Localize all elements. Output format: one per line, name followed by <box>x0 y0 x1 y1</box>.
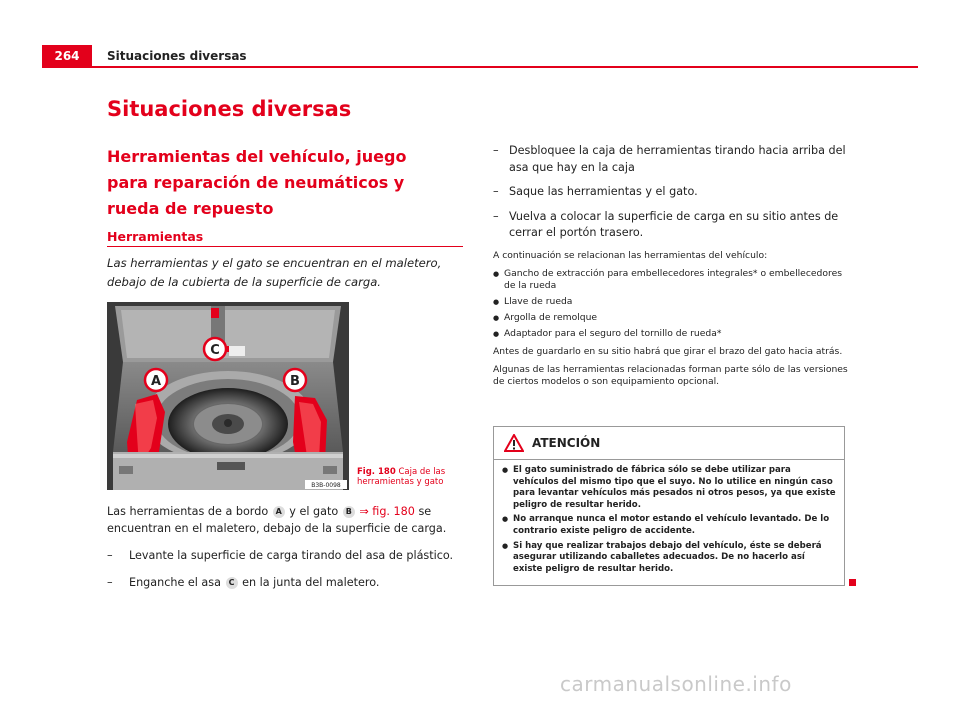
left-body <box>107 503 467 591</box>
list-item: ● Llave de rueda <box>493 296 855 308</box>
figure-reference-link[interactable]: ⇒ fig. 180 <box>359 505 415 518</box>
page-number: 264 <box>42 45 92 67</box>
text-run: se encuentran en el maletero, debajo de la superficie de carga. <box>107 505 447 535</box>
step-item: – Desbloquee la caja de herramientas tirando hacia arriba del asa que hay en la caja <box>493 143 855 176</box>
badge-b: B <box>343 506 355 518</box>
warning-item: ● El gato suministrado de fábrica sólo se debe utilizar para vehículos del mismo tipo que el suyo. No lo utilice en ningún caso para levantar vehículos más pesados ni otros pesos, ya que existe peligro de resultar herido. <box>502 465 836 511</box>
text-run: Las herramientas de a bordo <box>107 505 269 518</box>
subsection-title: Herramientas del vehículo, juego para reparación de neumáticos y rueda de repuesto <box>107 147 407 218</box>
step-item: – Vuelva a colocar la superficie de carga en su sitio antes de cerrar el portón trasero. <box>493 209 855 242</box>
badge-a: A <box>273 506 285 518</box>
step-item: – Levante la superficie de carga tirando del asa de plástico. <box>107 547 467 564</box>
step-item: – Saque las herramientas y el gato. <box>493 184 855 201</box>
warning-body <box>494 460 844 575</box>
figure-caption-text: Caja de las herramientas y gato <box>357 467 446 487</box>
section-title: Situaciones diversas <box>107 97 352 121</box>
minor-heading: Herramientas <box>107 229 204 244</box>
list-item: ● Gancho de extracción para embellecedores integrales* o embellecedores de la rueda <box>493 268 855 292</box>
paragraph-tools-location <box>107 503 467 537</box>
note-optional-tools: Algunas de las herramientas relacionadas forman parte sólo de las versiones de ciertos modelos o son equipamiento opcional. <box>493 363 848 387</box>
right-body <box>493 143 855 388</box>
figure-caption-label: Fig. 180 <box>357 467 396 477</box>
header-rule <box>42 66 918 68</box>
trunk-figure <box>107 302 349 490</box>
tools-list-intro: A continuación se relacionan las herramientas del vehículo: <box>493 249 768 261</box>
step-item <box>107 574 467 591</box>
note-jack-arm: Antes de guardarlo en su sitio habrá que girar el brazo del gato hacia atrás. <box>493 345 843 357</box>
warning-box <box>493 426 845 586</box>
figure-caption <box>357 467 467 487</box>
section-end-marker <box>849 579 856 586</box>
warning-item: ● Si hay que realizar trabajos debajo del vehículo, éste se deberá asegurar utilizando caballetes adecuados. De no hacerlo así existe peligro de resultar herido. <box>502 541 836 576</box>
warning-header <box>494 427 844 460</box>
text-run: Enganche el asa <box>129 576 221 589</box>
callout-b-label: B <box>290 374 300 389</box>
watermark: carmanualsonline.info <box>560 672 792 696</box>
warning-item: ● No arranque nunca el motor estando el vehículo levantado. De lo contrario existe peligro de accidente. <box>502 514 836 537</box>
minor-heading-rule <box>107 246 463 247</box>
callout-a-label: A <box>150 374 162 389</box>
list-item: ● Argolla de remolque <box>493 312 855 324</box>
callout-c-label: C <box>210 343 220 358</box>
intro-text: Las herramientas y el gato se encuentran en el maletero, debajo de la cubierta de la superficie de carga. <box>107 256 442 289</box>
text-run: y el gato <box>289 505 339 518</box>
text-run: en la junta del maletero. <box>242 576 380 589</box>
running-header: Situaciones diversas <box>107 49 247 63</box>
warning-label: ATENCIÓN <box>532 436 601 450</box>
callout-a <box>145 369 167 391</box>
callout-b <box>284 369 306 391</box>
list-item: ● Adaptador para el seguro del tornillo de rueda* <box>493 328 855 340</box>
trunk-illustration <box>107 302 349 490</box>
warning-triangle-icon <box>504 434 524 452</box>
figure-code: B3B-0098 <box>311 482 341 489</box>
callout-c <box>204 338 226 360</box>
badge-c: C <box>226 577 238 589</box>
